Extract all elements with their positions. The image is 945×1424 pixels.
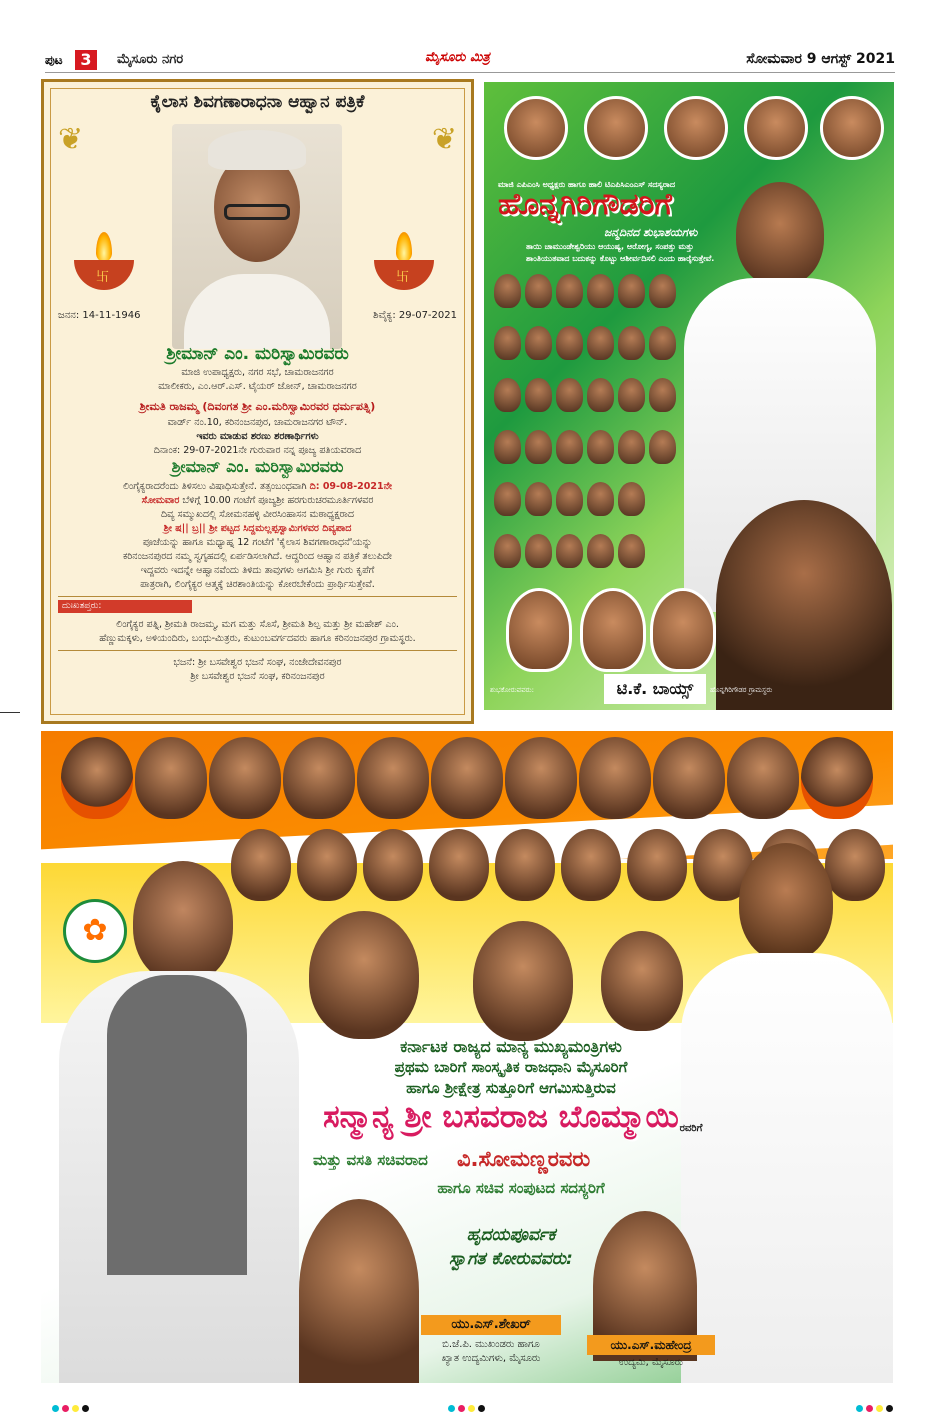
grief-line-1: ಲಿಂಗೈಕ್ಯರ ಪತ್ನಿ, ಶ್ರೀಮತಿ ರಾಜಮ್ಮ, ಮಗ ಮತ್ತು ಸೊಸೆ, ಶ್ರೀಮತಿ ಶಿಲ್ಪ ಮತ್ತು ಶ್ರೀ ಮಹೇಶ್ ಎಂ. [116, 619, 399, 630]
role-line-1: ಮಾಜಿ ಉಪಾಧ್ಯಕ್ಷರು, ನಗರ ಸಭೆ, ಚಾಮರಾಜನಗರ [181, 367, 334, 378]
body-line-6: ಕರಿನಂಜನಪುರದ ನಮ್ಮ ಸ್ವಗೃಹದಲ್ಲಿ ಏರ್ಪಡಿಸಲಾಗಿದೆ. ಆದ್ದರಿಂದ ಆಹ್ವಾನ ಪತ್ರಿಕೆ ತಲುಪಿದೇ [123, 551, 392, 562]
leader-photo-top [135, 737, 207, 819]
supporter-photo [525, 326, 552, 360]
death-date: ಶಿವೈಕ್ಯ: 29-07-2021 [373, 310, 457, 321]
wife-line: ಶ್ರೀಮತಿ ರಾಜಮ್ಮ (ದಿವಂಗತ ಶ್ರೀ ಎಂ.ಮರಿಸ್ವಾಮಿರವರ ಧರ್ಮಪತ್ನಿ) [139, 400, 376, 413]
intro-line-3: ಹಾಗೂ ಶ್ರೀಕ್ಷೇತ್ರ ಸುತ್ತೂರಿಗೆ ಆಗಮಿಸುತ್ತಿರುವ [406, 1079, 616, 1097]
leader-photo-top [505, 737, 577, 819]
supporter-photo [494, 482, 521, 516]
deceased-name-2: ಶ್ರೀಮಾನ್ ಎಂ. ಮರಿಸ್ವಾಮಿರವರು [171, 457, 344, 476]
body-line-7: ಇದ್ದವರು ಇದನ್ನೇ ಆಹ್ವಾನವೆಂದು ತಿಳಿದು ತಾವುಗಳು ಆಗಮಿಸಿ ಶ್ರೀ ಗುರು ಕೃಪೆಗೆ [140, 565, 375, 576]
bhajan-line-2: ಶ್ರೀ ಬಸವೇಶ್ವರ ಭಜನೆ ಸಂಘ, ಕರಿನಂಜನಪುರ [190, 671, 325, 682]
margin-mark [0, 712, 20, 713]
ornament-left-icon: ❦ [58, 122, 84, 157]
minister-name: ವಿ.ಸೋಮಣ್ಣರವರು [457, 1147, 591, 1171]
supporter-photo [587, 482, 614, 516]
page-header [45, 50, 895, 73]
leader-photo-top [357, 737, 429, 819]
supporter-photo [618, 482, 645, 516]
deceased-name: ಶ್ರೀಮಾನ್ ಎಂ. ಮರಿಸ್ವಾಮಿರವರು [166, 344, 349, 364]
ornament-right-icon: ❦ [431, 122, 457, 157]
supporter-photo [618, 430, 645, 464]
reg-mark-cyan-2 [448, 1405, 455, 1412]
supporter-large-1 [506, 588, 572, 672]
divider [58, 596, 457, 597]
leader-center-3 [601, 931, 683, 1031]
bhajan-line-1: ಭಜನೆ: ಶ್ರೀ ಬಸವೇಶ್ವರ ಭಜನೆ ಸಂಘ, ನಂಜೇದೇವನಪುರ [173, 657, 342, 668]
wish-line-2: ಶಾಂತಿಯುತವಾದ ಬದುಕನ್ನು ಕೊಟ್ಟು ಆಶೀರ್ವದಿಸಲಿ ಎಂದು ಹಾರೈಸುತ್ತೇವೆ. [526, 254, 715, 263]
body-line-1 [58, 480, 457, 493]
host-2-role: ಉದ್ಯಮಿ, ಮೈಸೂರು [618, 1357, 684, 1368]
host-1-role-2: ಖ್ಯಾತ ಉದ್ಯಮಿಗಳು, ಮೈಸೂರು [441, 1353, 541, 1364]
brand-label: ಟಿ.ಕೆ. ಬಾಯ್ಸ್ [604, 674, 706, 704]
host-2-name: ಯು.ಎಸ್.ಮಹೇಂದ್ರ [587, 1335, 715, 1355]
supporter-photo [556, 430, 583, 464]
page-tag: ಪುಟ [45, 53, 63, 67]
host-1-name: ಯು.ಎಸ್.ಶೇಖರ್ [421, 1315, 561, 1335]
supporter-photo [587, 326, 614, 360]
page-number: 3 [75, 50, 97, 70]
welcome-advert [41, 731, 893, 1383]
leader-photo-top [209, 737, 281, 819]
leader-photo-1 [504, 96, 568, 160]
invite-line: ಇವರು ಮಾಡುವ ಶರಣು ಶರಣಾರ್ಥಿಗಳು [196, 431, 319, 442]
section-name: ಮೈಸೂರು ನಗರ [117, 52, 184, 67]
supporter-large-3 [650, 588, 716, 672]
cm-name: ಸನ್ಮಾನ್ಯ ಶ್ರೀ ಬಸವರಾಜ ಬೊಮ್ಮಾಯಿ [323, 1099, 679, 1135]
supporter-photo [587, 430, 614, 464]
reg-mark-magenta [62, 1405, 69, 1412]
wish-line-1: ತಾಯಿ ಚಾಮುಂಡೇಶ್ವರಿಯು ಆಯುಷ್ಯ, ಆರೋಗ್ಯ, ಸಂಪತ್ತು ಮತ್ತು [526, 242, 694, 251]
supporter-photo [494, 274, 521, 308]
leader-center-1 [309, 911, 419, 1039]
supporter-large-2 [580, 588, 646, 672]
leader-photo-top [653, 737, 725, 819]
supporter-photo [525, 378, 552, 412]
role-line-2: ಮಾಲೀಕರು, ಎಂ.ಆರ್.ಎಸ್. ಟೈಯರ್ ಜೋನ್, ಚಾಮರಾಜನಗರ [158, 381, 357, 392]
address-line: ವಾರ್ಡ್ ನಂ.10, ಕರಿನಂಜನಪುರ, ಚಾಮರಾಜನಗರ ಟೌನ್. [167, 417, 348, 428]
cabinet-line: ಹಾಗೂ ಸಚಿವ ಸಂಪುಟದ ಸದಸ್ಯರಿಗೆ [437, 1179, 605, 1197]
leader-center-2 [473, 921, 573, 1041]
intro-line-2: ಪ್ರಥಮ ಬಾರಿಗೆ ಸಾಂಸ್ಕೃತಿಕ ರಾಜಧಾನಿ ಮೈಸೂರಿಗೆ [394, 1058, 628, 1076]
leader-photo-top [727, 737, 799, 819]
supporter-photo [649, 274, 676, 308]
ceremony-day: ಸೋಮವಾರ [141, 495, 180, 506]
reg-mark-yellow-2 [468, 1405, 475, 1412]
supporter-photo [556, 274, 583, 308]
leader-photo-top [579, 737, 651, 819]
memorial-advert [41, 79, 474, 724]
supporter-photo [649, 378, 676, 412]
supporter-photo [525, 534, 552, 568]
left-lamp-icon: 卐 [74, 232, 134, 302]
grief-line-2: ಹೆಣ್ಣುಮಕ್ಕಳು, ಅಳಿಯಂದಿರು, ಬಂಧು-ಮಿತ್ರರು, ಕುಟುಂಬವರ್ಗದವರು ಹಾಗೂ ಕರಿನಂಜನಪುರ ಗ್ರಾಮಸ್ಥರು. [99, 633, 416, 644]
supporter-photo [494, 378, 521, 412]
supporter-photo [649, 326, 676, 360]
body-line-8: ಪಾತ್ರರಾಗಿ, ಲಿಂಗೈಕ್ಯರ ಆತ್ಮಕ್ಕೆ ಚಿರಶಾಂತಿಯನ್ನು ಕೋರಬೇಕೆಂದು ಪ್ರಾರ್ಥಿಸುತ್ತೇವೆ. [140, 579, 375, 590]
ceremony-date: ದಿ: 09-08-2021ನೇ [309, 481, 392, 492]
reg-mark-black-3 [886, 1405, 893, 1412]
second-person-photo [716, 500, 892, 710]
leader-photo-2 [584, 96, 648, 160]
supporter-photo [525, 274, 552, 308]
reg-mark-cyan [52, 1405, 59, 1412]
leader-photo-top [431, 737, 503, 819]
supporter-photo [618, 326, 645, 360]
supporter-photo [587, 534, 614, 568]
leader-photo-middle [561, 829, 621, 901]
lotus-icon: ✿ [63, 899, 127, 963]
supporter-photo [525, 482, 552, 516]
birthday-title: ಹೊನ್ನಗಿರಿಗೌಡರಿಗೆ [498, 187, 672, 222]
minister-prefix: ಮತ್ತು ವಸತಿ ಸಚಿವರಾದ [313, 1151, 428, 1169]
leader-photo-middle [627, 829, 687, 901]
leader-photo-top [283, 737, 355, 819]
birth-date: ಜನನ: 14-11-1946 [58, 310, 141, 321]
supporter-photo [556, 378, 583, 412]
supporter-photo [494, 326, 521, 360]
supporter-photo [494, 534, 521, 568]
reg-mark-magenta-2 [458, 1405, 465, 1412]
leader-photo-middle [363, 829, 423, 901]
leader-photo-middle [495, 829, 555, 901]
supporter-photo [649, 430, 676, 464]
supporter-photo [618, 378, 645, 412]
host-1-role-1: ಬಿ.ಜೆ.ಪಿ. ಮುಖಂಡರು ಹಾಗೂ [442, 1339, 540, 1350]
supporter-photo [494, 430, 521, 464]
body-line-2b: ಬೆಳಿಗ್ಗೆ 10.00 ಗಂಟೆಗೆ ಪೂಜ್ಯಶ್ರೀ ಹರಗುರುಚರಮೂರ್ತಿಗಳವರ [182, 495, 374, 506]
birthday-subtitle: ಜನ್ಮದಿನದ ಶುಭಾಶಯಗಳು [604, 226, 698, 239]
memorial-title: ಕೈಲಾಸ ಶಿವಗಣಾರಾಧನಾ ಆಹ್ವಾನ ಪತ್ರಿಕೆ [150, 92, 365, 112]
pre-title: ಮಾಜಿ ಎಪಿಎಂಸಿ ಅಧ್ಯಕ್ಷರು ಹಾಗೂ ಹಾಲಿ ಟಿಎಪಿಸಿಎಂಎಸ್ ಸದಸ್ಯರಾದ [498, 180, 676, 189]
dateline: ಸೋಮವಾರ 9 ಆಗಸ್ಟ್ 2021 [746, 51, 895, 67]
body-line-3: ದಿವ್ಯ ಸಮ್ಮುಖದಲ್ಲಿ ಸೋಮನಹಳ್ಳಿ ವೀರಸಿಂಹಾಸನ ಮಠಾಧ್ಯಕ್ಷರಾದ [160, 509, 355, 520]
reg-mark-yellow [72, 1405, 79, 1412]
leader-photo-middle [297, 829, 357, 901]
warm-line-1: ಹೃದಯಪೂರ್ವಕ [466, 1225, 556, 1245]
reg-mark-magenta-3 [866, 1405, 873, 1412]
leader-photo-top [61, 737, 133, 819]
body-line-2 [58, 494, 457, 507]
warm-line-2: ಸ್ವಾಗತ ಕೋರುವವರು: [449, 1249, 573, 1269]
reg-mark-cyan-3 [856, 1405, 863, 1412]
chief-minister-photo [59, 851, 299, 1383]
supporter-photo [587, 274, 614, 308]
leader-photo-5 [820, 96, 884, 160]
body-line-5: ಪೂಜೆಯನ್ನು ಹಾಗೂ ಮಧ್ಯಾಹ್ನ 12 ಗಂಟೆಗೆ 'ಕೈಲಾಸ ಶಿವಗಣಾರಾಧನೆ'ಯನ್ನು [142, 537, 373, 548]
masthead: ಮೈಸೂರು ಮಿತ್ರ [425, 50, 490, 65]
supporter-photo [556, 534, 583, 568]
leader-photo-3 [664, 96, 728, 160]
footer-right: ಹೊನ್ನಗಿರಿಗೌಡರ ಗ್ರಾಮಸ್ಥರು [710, 686, 773, 694]
reg-mark-black-2 [478, 1405, 485, 1412]
supporter-photo [618, 274, 645, 308]
minister-photo [681, 843, 893, 1383]
body-line-4: ಶ್ರೀ ಷ|| ಬ್ರ|| ಶ್ರೀ ಪಟ್ಟದ ಸಿದ್ದಮಲ್ಲಪ್ಪಸ್ವಾಮಿಗಳವರ ದಿವ್ಯಪಾದ [163, 523, 352, 534]
supporter-photo [525, 430, 552, 464]
leader-photo-4 [744, 96, 808, 160]
supporter-photo [618, 534, 645, 568]
reg-mark-yellow-3 [876, 1405, 883, 1412]
leader-photo-middle [429, 829, 489, 901]
supporter-photo [587, 378, 614, 412]
cm-suffix: ರವರಿಗೆ [679, 1123, 703, 1134]
supporter-photo [556, 326, 583, 360]
right-lamp-icon: 卐 [374, 232, 434, 302]
birthday-advert [484, 82, 894, 710]
footer-left: ಶುಭಕೋರುವವರು: [490, 686, 534, 694]
memorial-portrait [172, 124, 342, 349]
body-line-1a: ಲಿಂಗೈಕ್ಯರಾದರೆಂದು ತಿಳಿಸಲು ವಿಷಾಧಿಸುತ್ತೇನೆ. ತತ್ಸಂಬಂಧವಾಗಿ [123, 481, 307, 492]
date-line: ದಿನಾಂಕ: 29-07-2021ನೇ ಗುರುವಾರ ನನ್ನ ಪೂಜ್ಯ ಪತಿಯವರಾದ [153, 445, 362, 456]
supporter-photo [556, 482, 583, 516]
divider-2 [58, 650, 457, 651]
intro-line-1: ಕರ್ನಾಟಕ ರಾಜ್ಯದ ಮಾನ್ಯ ಮುಖ್ಯಮಂತ್ರಿಗಳು [400, 1037, 622, 1056]
leader-photo-top [801, 737, 873, 819]
grief-label: ದುಃಖತಪ್ತರು: [58, 600, 192, 613]
reg-mark-black [82, 1405, 89, 1412]
